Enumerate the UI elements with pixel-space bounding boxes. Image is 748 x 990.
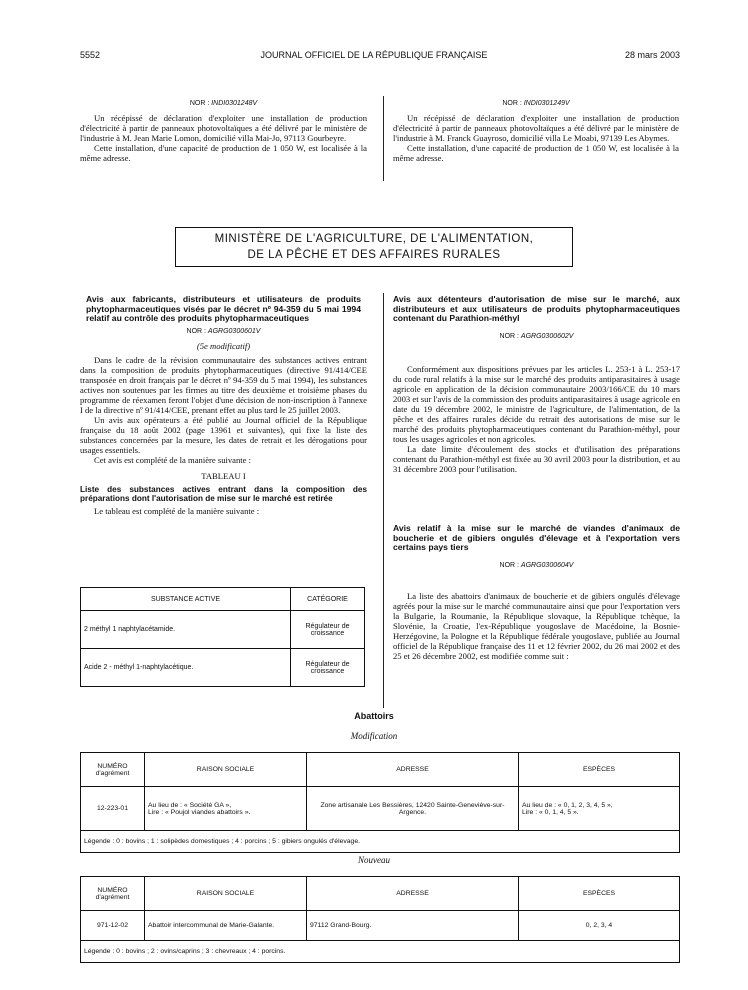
table-cell: Régulateur de croissance xyxy=(291,649,365,687)
especes-cell xyxy=(519,787,680,831)
page-header xyxy=(0,50,748,64)
column-header: CATÉGORIE xyxy=(291,588,365,611)
avis-right-1 xyxy=(393,295,680,474)
especes-cell: 0, 2, 3, 4 xyxy=(519,911,680,941)
modification-table xyxy=(80,752,680,853)
avis-paragraph: Dans le cadre de la révision communautaire des substances actives entrant dans la composition de produits phytopharmaceutiques (directive 91/414/CEE transposée en droit français par le décret nº 94-359 du 5 mai 1994), les substances actives non soutenues par les firmes au titre des deuxième et troisième phases du programme de réexamen feront l'objet d'une décision de non-inscription à l'annexe I de la directive nº 91/414/CEE, prenant effet au plus tard le 25 juillet 2003. xyxy=(80,354,367,415)
avis-paragraph: Le tableau est complété de la manière suivante : xyxy=(94,505,260,516)
avis-paragraph: La liste des abattoirs d'animaux de boucherie et de gibiers ongulés d'élevage agréés pour la mise sur le marché communautaire ainsi que pour l'exportation vers la Bulgarie, la Roumanie, la République slovaque, la République tchèque, la Slovénie, la Croatie, l'ex-République yougoslave de Macédoine, la Bosnie-Herzégovine, la Pologne et la République fédérale yougoslave, publiée au Journal officiel de la République française des 11 et 12 février 2002, du 26 mai 2002 et des 25 et 26 décembre 2002, est modifiée comme suit : xyxy=(393,590,680,661)
table-cell: Acide 2 - méthyl 1-naphtylacétique. xyxy=(81,649,291,687)
ministry-line-1: MINISTÈRE DE L'AGRICULTURE, DE L'ALIMENTATION, xyxy=(214,233,534,245)
nor-reference: NOR : AGRG0300604V xyxy=(499,561,574,569)
abattoirs-heading: Abattoirs xyxy=(354,711,394,721)
substances-table xyxy=(80,587,365,687)
table-cell: Régulateur de croissance xyxy=(291,611,365,649)
column-header: ESPÈCES xyxy=(519,877,680,911)
legende: Légende : 0 : bovins ; 2 : ovins/caprins ; 3 : chevreaux ; 4 : porcins. xyxy=(81,941,680,963)
notice-paragraph: Cette installation, d'une capacité de production de 1 050 W, est localisée à la même adresse. xyxy=(393,143,679,163)
avis-paragraph: Un avis aux opérateurs a été publié au Journal officiel de la République française du 18 août 2002 (page 13961 et suivantes), qui fixe la liste des substances concernées par la mesure, les dates de retrait et les dérogations pour usages essentiels. xyxy=(80,414,367,455)
nor-reference: NOR : AGRG0300601V xyxy=(186,327,261,335)
avis-right-2 xyxy=(393,524,680,661)
nor-reference: NOR : AGRG0300602V xyxy=(499,332,574,340)
journal-title: JOURNAL OFFICIEL DE LA RÉPUBLIQUE FRANÇAISE xyxy=(260,50,488,60)
notice-left-top xyxy=(80,99,367,163)
modificatif-label: (5e modificatif) xyxy=(196,340,251,351)
column-header: NUMÉRO d'agrément xyxy=(81,753,145,787)
especes-line: Lire : « 0, 1, 4, 5 ». xyxy=(522,808,579,816)
nor-reference: NOR : INDI0301248V xyxy=(189,100,258,107)
modification-label: Modification xyxy=(350,731,398,741)
column-header: RAISON SOCIALE xyxy=(145,877,307,911)
column-header: ADRESSE xyxy=(307,877,519,911)
adresse-cell: 97112 Grand-Bourg. xyxy=(307,911,519,941)
avis-title: Avis aux fabricants, distributeurs et utilisateurs de produits phytopharmaceutiques visés par le décret nº 94-359 du 5 mai 1994 relatif au contrôle des produits phytopharmaceutiques xyxy=(86,294,361,323)
raison-line: Au lieu de : « Société GA », xyxy=(148,801,232,809)
raison-line: Lire : « Poujol viandes abattoirs ». xyxy=(148,808,251,816)
column-header: RAISON SOCIALE xyxy=(145,753,307,787)
table-row xyxy=(81,649,365,687)
nouveau-label: Nouveau xyxy=(358,855,390,865)
table-row xyxy=(81,787,680,831)
avis-paragraph: Conformément aux dispositions prévues par les articles L. 253-1 à L. 253-17 du code rural relatifs à la mise sur le marché des produits antiparasitaires à usage agricole en application de la décision communautaire 2003/166/CE du 10 mars 2003 et sur l'avis de la commission des produits antiparasitaires à usage agricole en date du 19 décembre 2002, le ministre de l'agriculture, de l'alimentation, de la pêche et des affaires rurales décide du retrait des autorisations de mise sur le marché des produits phytopharmaceutiques contenant du Parathion-méthyl, pour tous les usages agricoles et non agricoles. xyxy=(393,363,680,444)
avis-paragraph: La date limite d'écoulement des stocks et d'utilisation des préparations contenant du Parathion-méthyl est fixée au 30 avril 2003 pour la distribution, et au 31 décembre 2003 pour l'utilisation. xyxy=(393,443,680,474)
column-header: ADRESSE xyxy=(307,753,519,787)
legend-row xyxy=(81,831,680,853)
column-header: ESPÈCES xyxy=(519,753,680,787)
column-header: NUMÉRO d'agrément xyxy=(81,877,145,911)
raison-cell: Abattoir intercommunal de Marie-Galante. xyxy=(145,911,307,941)
numero-cell: 12-223-01 xyxy=(81,787,145,831)
nouveau-table xyxy=(80,876,680,963)
nor-reference: NOR : INDI0301249V xyxy=(502,100,570,107)
avis-paragraph: Cet avis est complété de la manière suivante : xyxy=(94,454,252,465)
legende: Légende : 0 : bovins ; 1 : solipèdes domestiques ; 4 : porcins ; 5 : gibiers ongulés d'élevage. xyxy=(81,831,680,853)
liste-heading: Liste des substances actives entrant dans la composition des préparations dont l'autorisation de mise sur le marché est retirée xyxy=(80,484,367,503)
notice-right-top xyxy=(393,99,679,163)
tableau-label: TABLEAU I xyxy=(201,470,246,481)
column-header: SUBSTANCE ACTIVE xyxy=(81,588,291,611)
adresse-cell: Zone artisanale Les Bessières, 12420 Sainte-Geneviève-sur-Argence. xyxy=(307,787,519,831)
especes-line: Au lieu de : « 0, 1, 2, 3, 4, 5 », xyxy=(522,801,613,809)
column-divider-middle xyxy=(383,293,384,708)
table-cell: 2 méthyl 1 naphtylacétamide. xyxy=(81,611,291,649)
page-number: 5552 xyxy=(80,50,101,60)
ministry-heading-box xyxy=(175,227,573,267)
column-divider-top xyxy=(383,96,384,181)
avis-title: Avis aux détenteurs d'autorisation de mise sur le marché, aux distributeurs et aux utilisateurs de produits phytopharmaceutiques contenant du Parathion-méthyl xyxy=(393,294,680,323)
numero-cell: 971-12-02 xyxy=(81,911,145,941)
raison-cell xyxy=(145,787,307,831)
avis-left xyxy=(80,295,367,516)
ministry-line-2: DE LA PÊCHE ET DES AFFAIRES RURALES xyxy=(247,249,501,261)
notice-paragraph: Cette installation, d'une capacité de production de 1 050 W, est localisée à la même adresse. xyxy=(80,143,367,163)
avis-title: Avis relatif à la mise sur le marché de viandes d'animaux de boucherie et de gibiers ongulés d'élevage et à l'exportation vers certains pays tiers xyxy=(393,523,680,552)
table-row xyxy=(81,911,680,941)
issue-date: 28 mars 2003 xyxy=(624,50,680,60)
notice-paragraph: Un récépissé de déclaration d'exploiter une installation de production d'électricité à partir de panneaux photovoltaïques a été délivré par le ministère de l'industrie à M. Franck Guayroso, domicilié villa Le Moabi, 97139 Les Abymes. xyxy=(393,113,679,143)
notice-paragraph: Un récépissé de déclaration d'exploiter une installation de production d'électricité à partir de panneaux photovoltaïques a été délivré par le ministère de l'industrie à M. Jean Marie Lomon, domicilié villa Mai-Jo, 97113 Gourbeyre. xyxy=(80,113,367,143)
legend-row xyxy=(81,941,680,963)
table-row xyxy=(81,611,365,649)
